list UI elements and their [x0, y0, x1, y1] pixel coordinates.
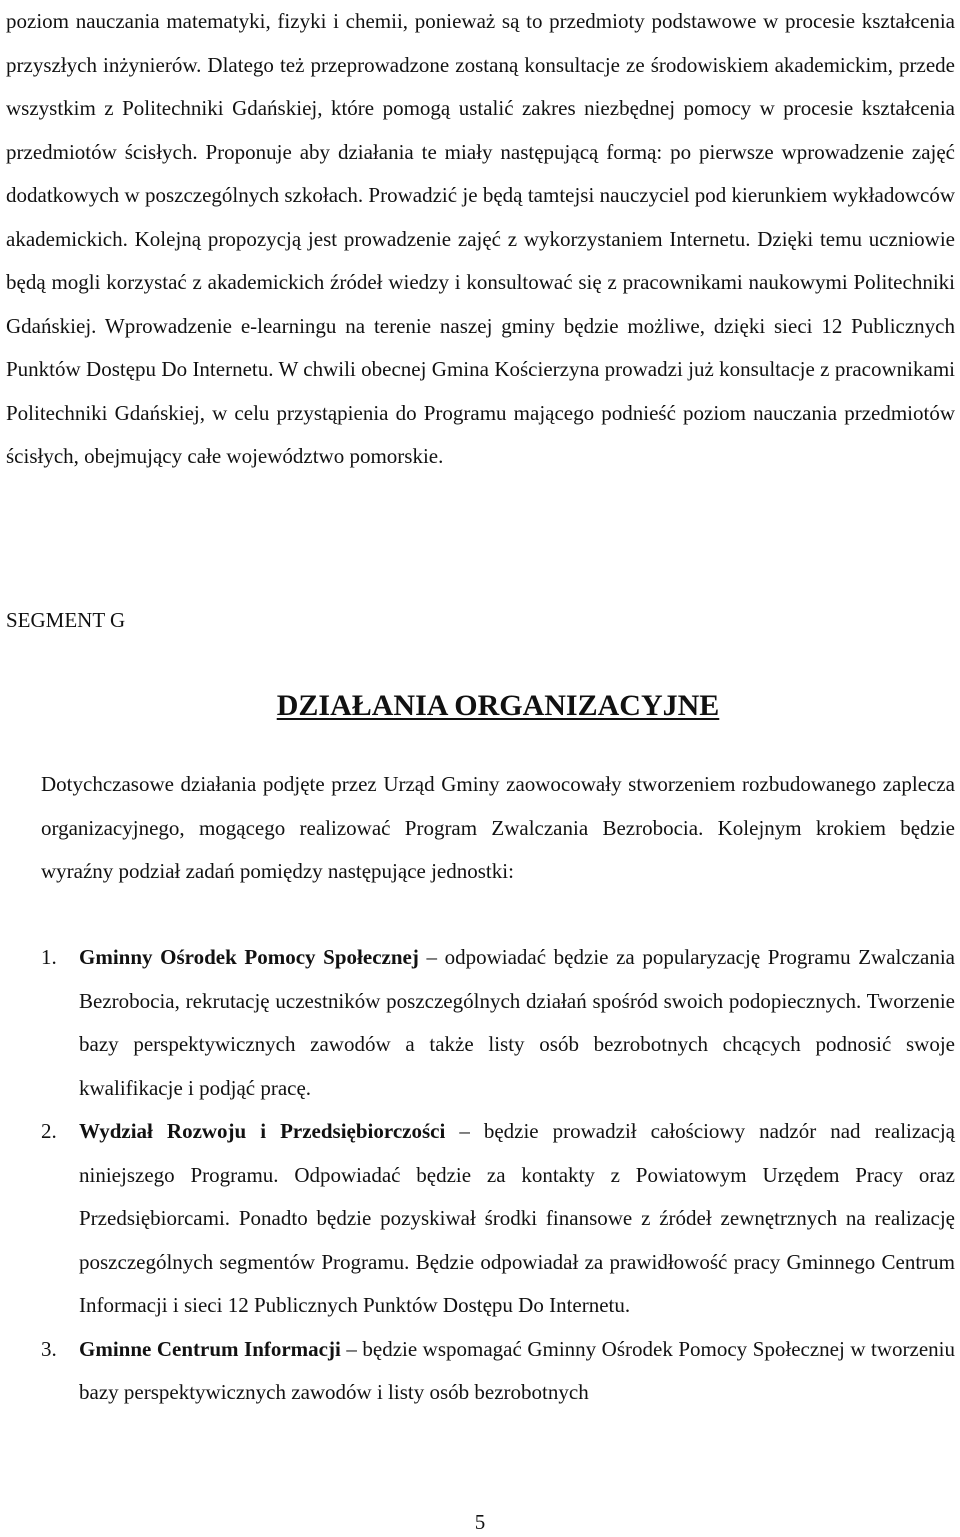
- page-number: 5: [474, 1510, 486, 1534]
- list-item-number: 2.: [41, 1119, 57, 1143]
- list-item-number: 3.: [41, 1336, 57, 1361]
- list-item-term: Gminny Ośrodek Pomocy Społecznej: [79, 945, 419, 969]
- list-item: [41, 1110, 955, 1328]
- list-item: [41, 936, 955, 1110]
- list-item-text: – będzie wspomagać Gminny Ośrodek Pomocy Społecznej w tworzeniu bazy perspektywicznych zawodów i listy osób bezrobotnych: [79, 1336, 955, 1404]
- section-title: DZIAŁANIA ORGANIZACYJNE: [276, 689, 720, 722]
- list-item-number: 1.: [41, 945, 57, 969]
- list-item-term: Gminne Centrum Informacji: [79, 1336, 341, 1361]
- list-item-text: – będzie prowadził całościowy nadzór nad realizacją niniejszego Programu. Odpowiadać będzie za kontakty z Powiatowym Urzędem Pracy oraz Przedsiębiorcami. Ponadto będzie pozyskiwał środki finansowe z źródeł zewnętrznych na realizację poszczególnych segmentów Programu. Będzie odpowiadał za prawidłowość pracy Gminnego Centrum Informacji i sieci 12 Publicznych Punktów Dostępu Do Internetu.: [79, 1119, 955, 1317]
- segment-label: SEGMENT G: [6, 608, 126, 632]
- unit-list: [41, 936, 955, 1415]
- list-item-text: – odpowiadać będzie za popularyzację Programu Zwalczania Bezrobocia, rekrutację uczestników poszczególnych działań spośród swoich podopiecznych. Tworzenie bazy perspektywicznych zawodów a także listy osób bezrobotnych chcących podnosić swoje kwalifikacje i podjąć pracę.: [79, 945, 955, 1100]
- paragraph-top: poziom nauczania matematyki, fizyki i chemii, ponieważ są to przedmioty podstawowe w procesie kształcenia przyszłych inżynierów. Dlatego też przeprowadzone zostaną konsultacje ze środowiskiem akademickim, przede wszystkim z Politechniki Gdańskiej, które pomogą ustalić zakres niezbędnej pomocy w procesie kształcenia przedmiotów ścisłych. Proponuje aby działania te miały następującą formą: po pierwsze wprowadzenie zajęć dodatkowych w poszczególnych szkołach. Prowadzić je będą tamtejsi nauczyciel pod kierunkiem wykładowców akademickich. Kolejną propozycją jest prowadzenie zajęć z wykorzystaniem Internetu. Dzięki temu uczniowie będą mogli korzystać z akademickich źródeł wiedzy i konsultować się z pracownikami naukowymi Politechniki Gdańskiej. Wprowadzenie e-learningu na terenie naszej gminy będzie możliwe, dzięki sieci 12 Publicznych Punktów Dostępu Do Internetu. W chwili obecnej Gmina Kościerzyna prowadzi już konsultacje z pracownikami Politechniki Gdańskiej, w celu przystąpienia do Programu mającego podnieść poziom nauczania przedmiotów ścisłych, obejmujący całe województwo pomorskie.: [6, 9, 955, 468]
- list-item: [41, 1328, 955, 1415]
- list-item-term: Wydział Rozwoju i Przedsiębiorczości: [79, 1119, 446, 1143]
- paragraph-intro: Dotychczasowe działania podjęte przez Urząd Gminy zaowocowały stworzeniem rozbudowanego zaplecza organizacyjnego, mogącego realizować Program Zwalczania Bezrobocia. Kolejnym krokiem będzie wyraźny podział zadań pomiędzy następujące jednostki:: [41, 772, 955, 883]
